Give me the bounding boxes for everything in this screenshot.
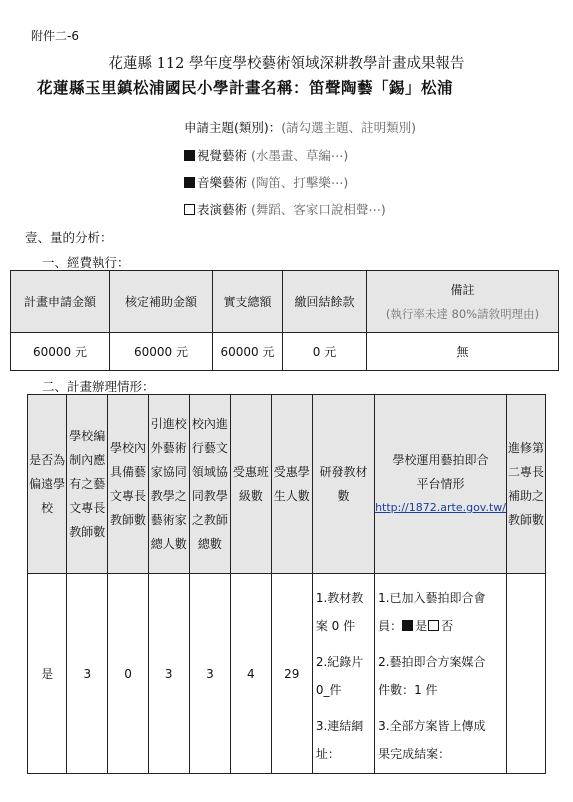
remark-value: 無 <box>367 333 559 371</box>
remark-subtitle: (執行率未達 80%請敘明理由) <box>385 307 540 321</box>
budget-table <box>10 270 559 371</box>
plan-header-row <box>28 395 546 574</box>
header-materials: 研發教材數 <box>312 395 374 574</box>
plan-value-row <box>28 574 546 774</box>
header-qualified-teachers: 學校內具備藝文專長教師數 <box>108 395 148 574</box>
option-visual-art[interactable] <box>184 146 348 164</box>
theme-line <box>184 118 416 136</box>
checked-box-icon[interactable] <box>402 620 413 631</box>
budget-header-row <box>11 271 559 333</box>
header-remark <box>367 271 559 333</box>
qualified-teachers-value: 0 <box>108 574 148 774</box>
platform-item: 3.全部方案皆上傳成果完成結案： <box>378 719 486 761</box>
header-approved-amount: 核定補助金額 <box>110 271 213 333</box>
applied-amount-value: 60000 元 <box>11 333 110 371</box>
theme-note: (請勾選主題、註明類別) <box>281 120 417 135</box>
remark-title: 備註 <box>450 283 475 297</box>
platform-item: 2.藝拍即合方案媒合件數：1 件 <box>378 655 486 697</box>
coteaching-teachers-value: 3 <box>189 574 230 774</box>
checked-box-icon[interactable] <box>184 150 195 161</box>
required-teachers-value: 3 <box>67 574 108 774</box>
materials-cell <box>312 574 374 774</box>
second-specialty-value <box>507 574 546 774</box>
theme-label: 申請主題(類別)： <box>184 120 282 135</box>
option-note: (陶笛、打擊樂⋯) <box>251 175 349 190</box>
option-label: 音樂藝術 <box>197 175 248 190</box>
budget-value-row <box>11 333 559 371</box>
plan-name: 花蓮縣玉里鎮松浦國民小學計畫名稱：笛聲陶藝「錫」松浦 <box>37 78 454 97</box>
plan-table <box>27 394 546 774</box>
option-label: 視覺藝術 <box>197 148 248 163</box>
header-second-specialty: 進修第二專長補助之教師數 <box>507 395 546 574</box>
header-required-teachers: 學校編制內應有之藝文專長教師數 <box>67 395 108 574</box>
option-note: (水墨畫、草編⋯) <box>251 148 349 163</box>
option-note: (舞蹈、客家口說相聲⋯) <box>251 202 386 217</box>
classes-value: 4 <box>231 574 272 774</box>
refund-value: 0 元 <box>283 333 367 371</box>
option-performing-art[interactable] <box>184 200 386 218</box>
header-remote-school: 是否為偏遠學校 <box>28 395 67 574</box>
header-students: 受惠學生人數 <box>271 395 312 574</box>
report-title: 花蓮縣 112 學年度學校藝術領域深耕教學計畫成果報告 <box>108 56 465 72</box>
header-external-artists: 引進校外藝術家協同教學之藝術家總人數 <box>148 395 189 574</box>
approved-amount-value: 60000 元 <box>110 333 213 371</box>
header-applied-amount: 計畫申請金額 <box>11 271 110 333</box>
remote-school-value: 是 <box>28 574 67 774</box>
header-platform: 學校運用藝拍即合平台情形 http://1872.arte.gov.tw/ <box>375 395 507 574</box>
header-classes: 受惠班級數 <box>231 395 272 574</box>
header-coteaching-teachers: 校內進行藝文領域協同教學之教師總數 <box>189 395 230 574</box>
header-refund: 繳回結餘款 <box>283 271 367 333</box>
header-actual-total: 實支總額 <box>213 271 283 333</box>
section-plan-status: 二、計畫辦理情形： <box>42 379 155 394</box>
platform-cell <box>375 574 507 774</box>
unchecked-box-icon[interactable] <box>428 620 439 631</box>
section-budget-execution: 一、經費執行： <box>42 255 130 270</box>
material-item: 1.教材教案 0 件 <box>315 591 364 633</box>
checked-box-icon[interactable] <box>184 177 195 188</box>
material-item: 3.連結網址： <box>315 719 364 761</box>
external-artists-value: 3 <box>148 574 189 774</box>
platform-link[interactable]: http://1872.arte.gov.tw/ <box>375 501 506 514</box>
students-value: 29 <box>271 574 312 774</box>
option-music-art[interactable] <box>184 173 348 191</box>
material-item: 2.紀錄片 0_件 <box>315 655 364 697</box>
section-quantitative-analysis: 壹、量的分析： <box>25 230 113 245</box>
option-label: 表演藝術 <box>197 202 248 217</box>
unchecked-box-icon[interactable] <box>184 204 195 215</box>
platform-member-item: 1.已加入藝拍即合會員： 是 否 <box>378 591 486 633</box>
annex-label: 附件二-6 <box>31 29 79 43</box>
actual-total-value: 60000 元 <box>213 333 283 371</box>
